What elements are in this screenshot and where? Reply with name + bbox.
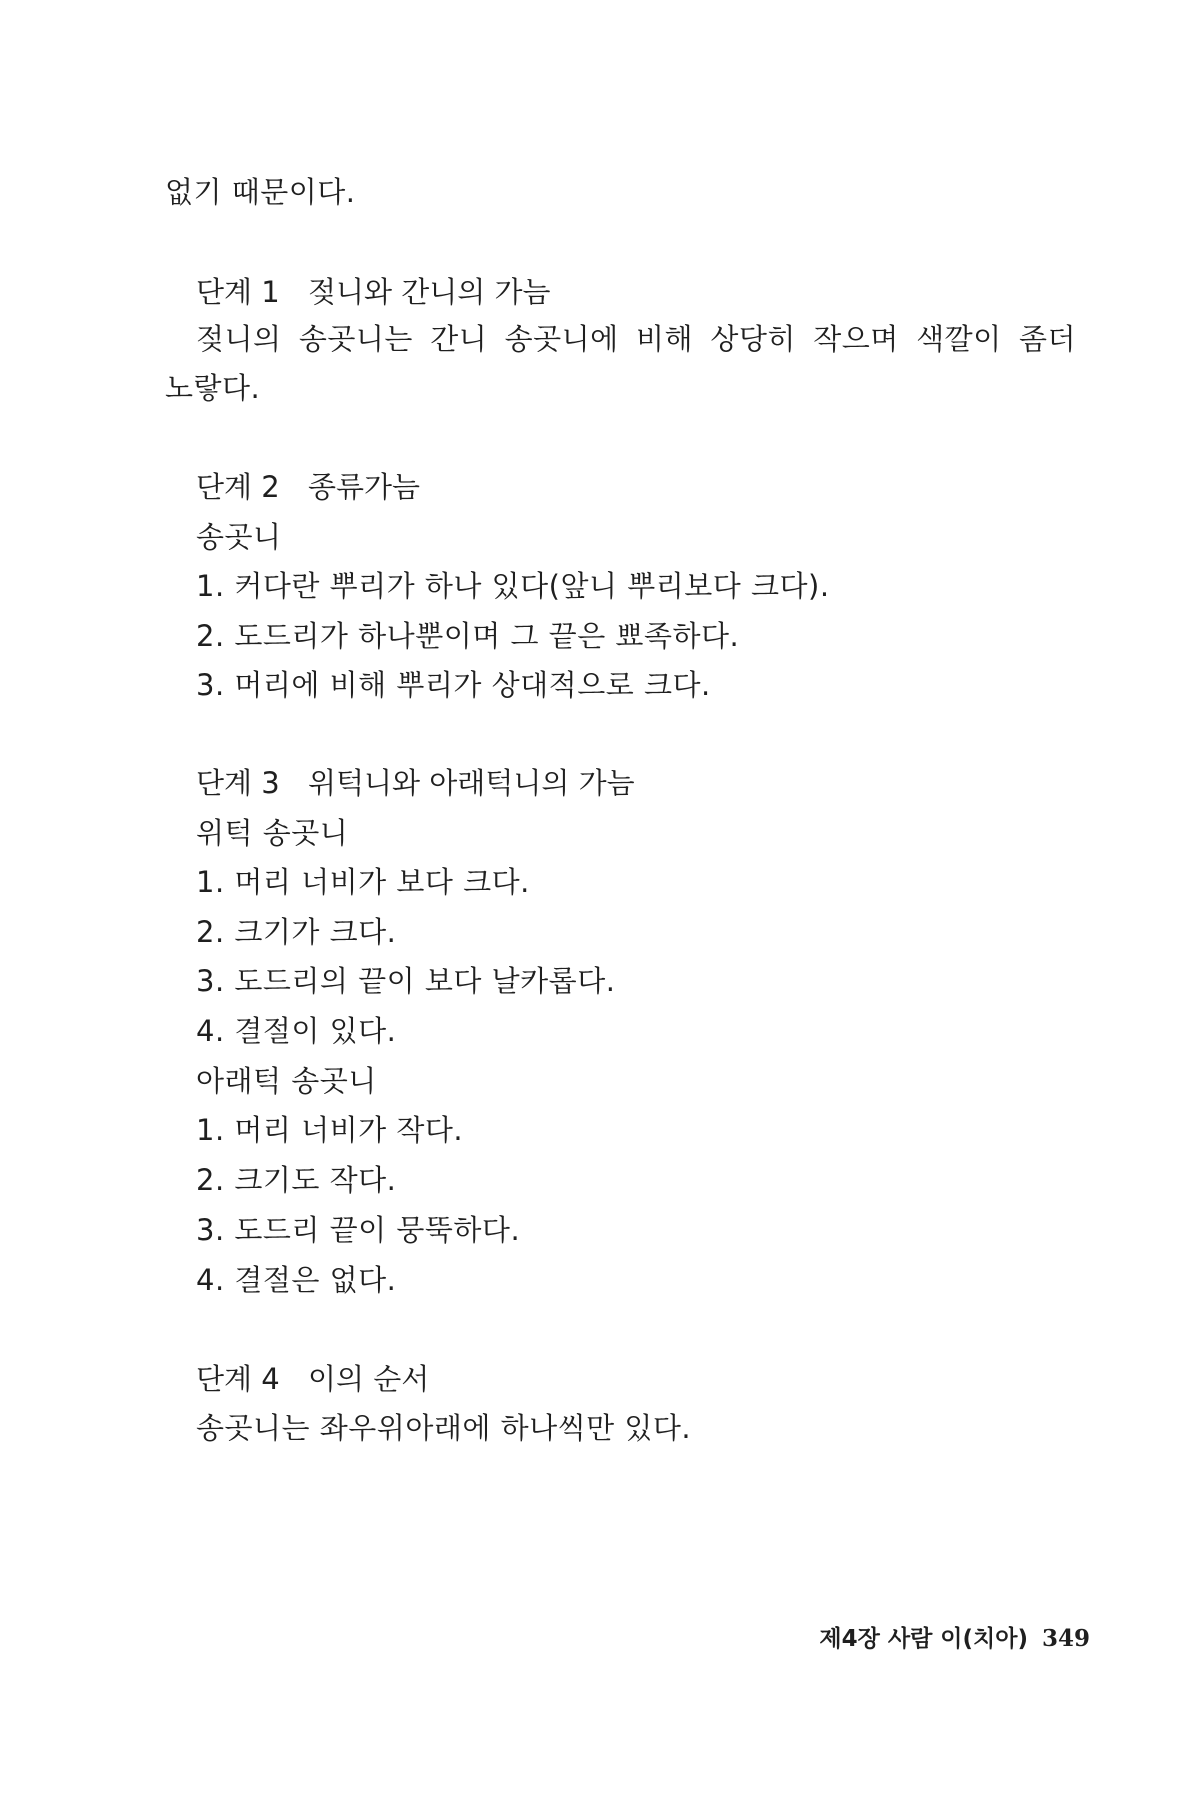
list-item: 3. 머리에 비해 뿌리가 상대적으로 크다. [196, 668, 711, 702]
list-item: 3. 도드리 끝이 뭉뚝하다. [196, 1213, 521, 1247]
step-1-heading [196, 272, 551, 312]
step-1-body-line-2: 노랗다. [165, 371, 261, 405]
step-4-title: 이의 순서 [308, 1362, 430, 1396]
step-2-label: 단계 2 [196, 470, 280, 504]
list-item: 2. 크기도 작다. [196, 1163, 397, 1197]
step-1-body-line-1: 젖니의 송곳니는 간니 송곳니에 비해 상당히 작으며 색깔이 좀더 [196, 322, 1076, 356]
intro-tail-text: 없기 때문이다. [165, 175, 356, 209]
page-footer [819, 1620, 1090, 1653]
list-item: 2. 크기가 크다. [196, 915, 397, 949]
step-2-subhead: 송곳니 [196, 520, 282, 554]
list-item: 4. 결절이 있다. [196, 1014, 397, 1048]
page-number: 349 [1041, 1625, 1090, 1652]
step-2-heading [196, 467, 420, 507]
step-3-label: 단계 3 [196, 766, 280, 800]
step-4-heading [196, 1359, 429, 1399]
list-item: 4. 결절은 없다. [196, 1263, 397, 1297]
step-3-upper-subhead: 위턱 송곳니 [196, 816, 349, 850]
list-item: 1. 머리 너비가 보다 크다. [196, 865, 530, 899]
step-2-title: 종류가늠 [308, 470, 421, 504]
list-item: 2. 도드리가 하나뿐이며 그 끝은 뾰족하다. [196, 619, 740, 653]
list-item: 1. 커다란 뿌리가 하나 있다(앞니 뿌리보다 크다). [196, 569, 830, 603]
step-4-label: 단계 4 [196, 1362, 280, 1396]
list-item: 1. 머리 너비가 작다. [196, 1113, 464, 1147]
step-3-lower-subhead: 아래턱 송곳니 [196, 1064, 377, 1098]
step-3-heading [196, 763, 635, 803]
step-3-title: 위턱니와 아래턱니의 가늠 [308, 766, 635, 800]
list-item: 3. 도드리의 끝이 보다 날카롭다. [196, 964, 616, 998]
chapter-title: 제4장 사람 이(치아) [819, 1626, 1028, 1652]
step-1-label: 단계 1 [196, 275, 280, 309]
step-1-title: 젖니와 간니의 가늠 [308, 275, 551, 309]
step-4-body: 송곳니는 좌우위아래에 하나씩만 있다. [196, 1411, 692, 1445]
